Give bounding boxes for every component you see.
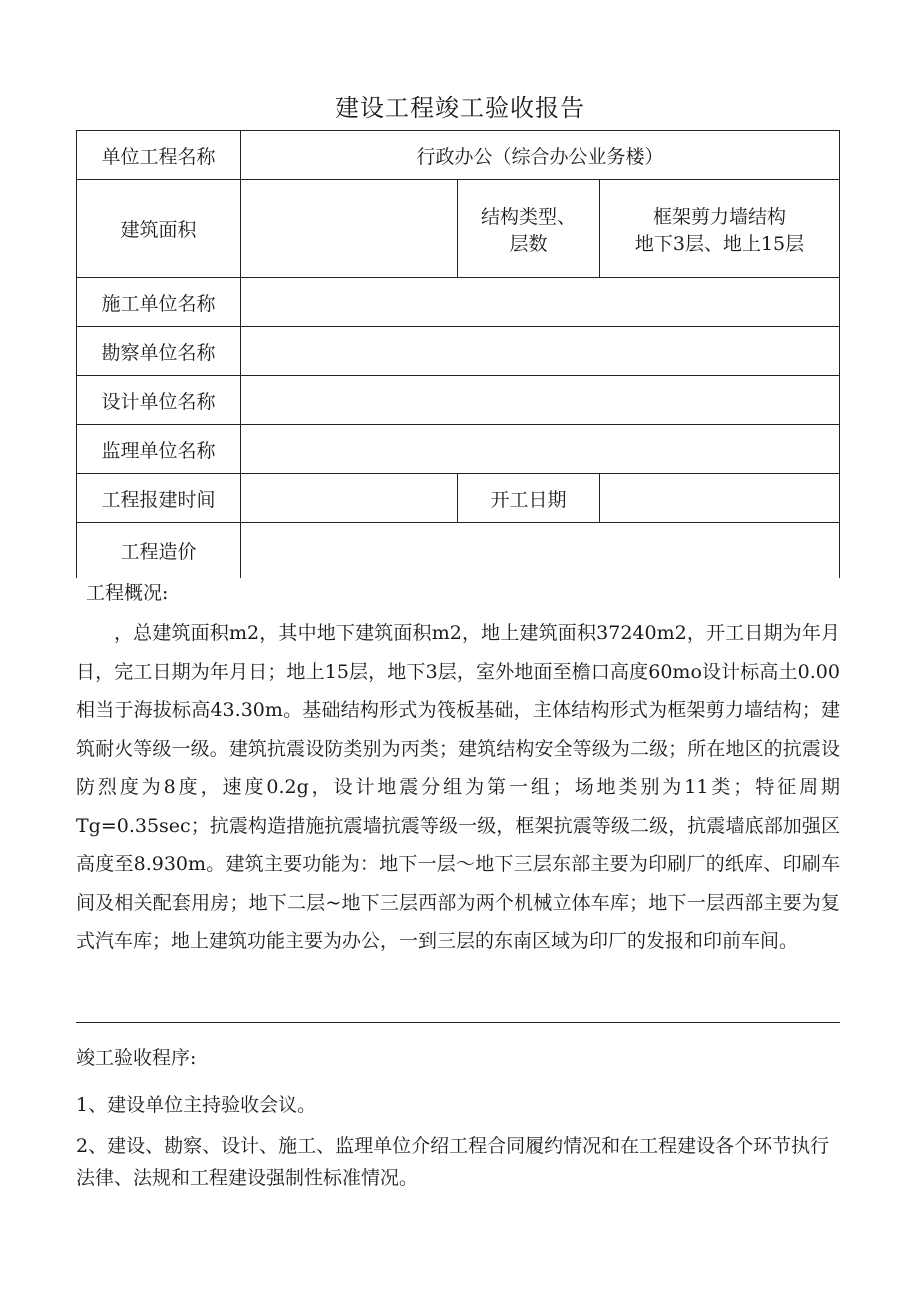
report-time-label: 工程报建时间 bbox=[77, 474, 241, 523]
row-project-name bbox=[77, 131, 840, 180]
project-name-label: 单位工程名称 bbox=[77, 131, 241, 180]
overview-body: ，总建筑面积m2，其中地下建筑面积m2，地上建筑面积37240m2，开工日期为年月日，完工日期为年月日；地上15层，地下3层，室外地面至檐口高度60mo设计标高土0.00相当于海拔标高43.30m。基础结构形式为筏板基础，主体结构形式为框架剪力墙结构；建筑耐火等级一级。建筑抗震设防类别为丙类；建筑结构安全等级为二级；所在地区的抗震设防烈度为8度，速度0.2g，设计地震分组为第一组；场地类别为11类；特征周期Tg=0.35sec；抗震构造措施抗震墙抗震等级一级，框架抗震等级二级，抗震墙底部加强区高度至8.930m。建筑主要功能为：地下一层～地下三层东部主要为印刷厂的纸库、印刷车间及相关配套用房；地下二层~地下三层西部为两个机械立体车库；地下一层西部主要为复式汽车库；地上建筑功能主要为办公，一到三层的东南区域为印厂的发报和印前车间。 bbox=[76, 622, 840, 952]
design-unit-value[interactable] bbox=[241, 376, 840, 425]
procedure-label: 竣工验收程序: bbox=[76, 1047, 197, 1069]
survey-unit-label: 勘察单位名称 bbox=[77, 327, 241, 376]
building-area-value[interactable] bbox=[241, 180, 458, 278]
row-design-unit bbox=[77, 376, 840, 425]
structure-type-label-line1: 结构类型、 bbox=[480, 205, 576, 228]
construction-unit-value[interactable] bbox=[241, 278, 840, 327]
design-unit-label: 设计单位名称 bbox=[77, 376, 241, 425]
procedure-step-1: 1、建设单位主持验收会议。 bbox=[76, 1094, 317, 1116]
row-cost bbox=[77, 523, 840, 578]
row-survey-unit bbox=[77, 327, 840, 376]
report-title: 建设工程竣工验收报告 bbox=[335, 94, 585, 122]
structure-type-label bbox=[458, 180, 600, 278]
project-info-table bbox=[76, 130, 840, 578]
section-divider bbox=[76, 1022, 840, 1023]
structure-type-value-line1: 框架剪力墙结构 bbox=[652, 205, 786, 228]
row-area-structure bbox=[77, 180, 840, 278]
start-date-value[interactable] bbox=[600, 474, 840, 523]
row-supervision-unit bbox=[77, 425, 840, 474]
survey-unit-value[interactable] bbox=[241, 327, 840, 376]
start-date-label: 开工日期 bbox=[458, 474, 600, 523]
building-area-label: 建筑面积 bbox=[77, 180, 241, 278]
cost-label: 工程造价 bbox=[77, 523, 241, 578]
row-construction-unit bbox=[77, 278, 840, 327]
construction-unit-label: 施工单位名称 bbox=[77, 278, 241, 327]
overview-label: 工程概况: bbox=[86, 582, 169, 604]
cost-value[interactable] bbox=[241, 523, 840, 578]
procedure-step-2: 2、建设、勘察、设计、施工、监理单位介绍工程合同履约情况和在工程建设各个环节执行法律、法规和工程建设强制性标准情况。 bbox=[76, 1135, 830, 1189]
supervision-unit-value[interactable] bbox=[241, 425, 840, 474]
report-time-value[interactable] bbox=[241, 474, 458, 523]
structure-type-label-line2: 层数 bbox=[509, 232, 548, 255]
supervision-unit-label: 监理单位名称 bbox=[77, 425, 241, 474]
structure-type-value-line2: 地下3层、地上15层 bbox=[634, 232, 805, 255]
project-name-value[interactable]: 行政办公（综合办公业务楼） bbox=[241, 131, 840, 180]
structure-type-value[interactable] bbox=[600, 180, 840, 278]
row-report-time bbox=[77, 474, 840, 523]
